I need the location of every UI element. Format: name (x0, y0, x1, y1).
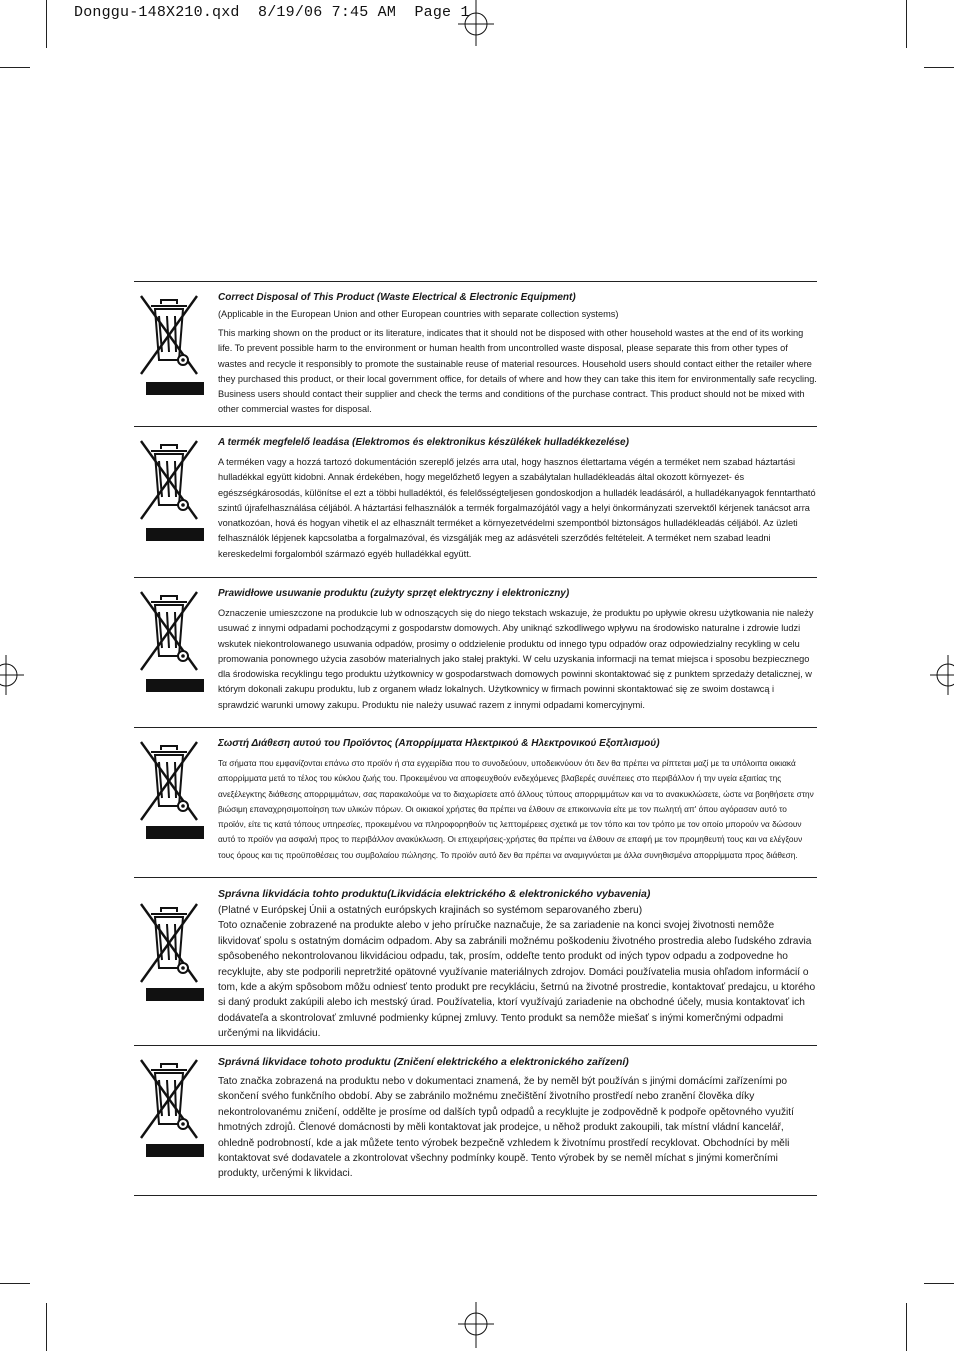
crop-mark (924, 1283, 954, 1284)
crop-mark (46, 0, 47, 48)
print-slug: Donggu-148X210.qxd 8/19/06 7:45 AM Page 1 (74, 4, 470, 21)
section-title: Σωστή Διάθεση αυτού του Προϊόντος (Απορρίμματα Ηλεκτρικού & Ηλεκτρονικού Εξοπλισμού) (218, 738, 660, 749)
section-subtitle: (Platné v Európskej Únii a ostatných európskych krajinách so systémom separovaného zberu) (218, 905, 643, 916)
section-english (134, 282, 817, 427)
section-body: This marking shown on the product or its literature, indicates that it should not be disposed with other household wastes at the end of its working life. To prevent possible harm to the environment or human health from uncontrolled waste disposal, please separate this from other types of wastes and recycle it responsibly to promote the sustainable reuse of material resources. Household users should contact either the retailer where they purchased this product, or their local government office, for details of where and how they can take this item for environmentally safe recycling. Business users should contact their supplier and check the terms and conditions of the purchase contract. This product should not be mixed with other commercial wastes for disposal. (218, 328, 817, 415)
crossed-out-wheeled-bin-icon (139, 439, 199, 539)
black-bar (146, 679, 204, 692)
section-polish (134, 578, 817, 728)
section-body: Oznaczenie umieszczone na produkcie lub w odnoszących się do niego tekstach wskazuje, że produktu po upływie okresu użytkowania nie należy usuwać z innymi odpadami pochodzącymi z gospodarstw domowych. Aby uniknąć szkodliwego wpływu na środowisko naturalne i zdrowie ludzi wskutek niekontrolowanego usuwania odpadów, prosimy o oddzielenie produktu od innego typu odpadów oraz odpowiedzialny recykling w celu promowania ponownego użycia zasobów materialnych jako stałej praktyki. W celu uzyskania informacji na temat miejsca i sposobu bezpiecznego dla środowiska recyklingu tego produktu użytkownicy w gospodarstwach domowych powinni skontaktować się z punktem sprzedaży detalicznej, w którym dokonali zakupu produktu, lub z organem władz lokalnych. Użytkownicy w firmach powinni skontaktować się ze swoim dostawcą i sprawdzić warunki umowy zakupu. Produktu nie należy usuwać razem z innymi odpadami komercyjnymi. (218, 608, 814, 710)
section-title: Správná likvidace tohoto produktu (Zničení elektrického a elektronického zařízení) (218, 1056, 629, 1068)
section-title: A termék megfelelő leadása (Elektromos és elektronikus készülékek hulladékkezelése) (218, 437, 629, 448)
black-bar (146, 528, 204, 541)
section-title: Prawidłowe usuwanie produktu (zużyty sprzęt elektryczny i elektroniczny) (218, 588, 570, 599)
crossed-out-wheeled-bin-icon (139, 740, 199, 840)
section-body: Toto označenie zobrazené na produkte alebo v jeho príručke naznačuje, že sa zariadenie na konci svojej životnosti nemôže likvidovať spolu s ostatným domácim odpadom. Aby sa zabránili možnému poškodeniu životného prostredia alebo ľudského zdravia spôsobeného nekontrolovanou likvidáciou odpadu, tak, prosím, oddeľte tento produkt od iných typov odpadu a zodpovedne ho recyklujte, aby ste podporili nepretržité opätovné využívanie materiálnych zdrojov. Domáci používatelia musia ohľadom informácií o tom, kde a akým spôsobom môžu odniesť tento produkt pre recykláciu, šetrnú na životné prostredie, kontaktovať predajcu, u ktorého si daný produkt zakúpili alebo ich mestský úrad. Používatelia, ktorí využívajú zariadenie na obchodné účely, musia kontaktovať ich dodávateľa a skontrolovať zmluvné podmienky kúpnej zmluvy. Tento produkt sa nemôže miešať s inými komerčnými odpadmi určenými na likvidáciu. (218, 920, 816, 1040)
crop-mark (46, 1303, 47, 1351)
black-bar (146, 382, 204, 395)
registration-mark-icon (458, 1302, 494, 1348)
crossed-out-wheeled-bin-icon (139, 590, 199, 690)
black-bar (146, 1144, 204, 1157)
crossed-out-wheeled-bin-icon (139, 294, 199, 394)
crossed-out-wheeled-bin-icon (139, 902, 199, 1002)
section-greek (134, 728, 817, 878)
section-subtitle: (Applicable in the European Union and other European countries with separate collection systems) (218, 309, 619, 319)
crop-mark (0, 1283, 30, 1284)
section-body: A terméken vagy a hozzá tartozó dokumentáción szereplő jelzés arra utal, hogy hasznos élettartama végén a terméket nem szabad háztartási hulladékkal együtt kidobni. Annak érdekében, hogy megelőzhető legyen a szabálytalan hulladékleadás által okozott környezet- és egészségkárosodás, különítse el ezt a többi hulladéktól, és felelősségteljesen gondoskodjon a hulladék leadásáról, a hulladékanyagok fenntartható szintű újrafelhasználása céljából. A háztartási felhasználók a termék forgalmazójától vagy a helyi önkormányzati szervektől kérjenek tanácsot arra vonatkozóan, hová és hogyan vihetik el az elhasznált terméket a környezetvédelmi szempontból biztonságos hulladékleadás céljából. Az üzleti felhasználók lépjenek kapcsolatba a forgalmazóval, és vizsgálják meg az adásvételi szerződés feltételeit. A terméket nem szabad leadni kereskedelmi forgalomból származó egyéb hulladékkal együtt. (218, 457, 816, 559)
crop-mark (0, 67, 30, 68)
section-title: Correct Disposal of This Product (Waste Electrical & Electronic Equipment) (218, 292, 576, 303)
weee-sections (134, 281, 817, 1196)
registration-mark-icon (924, 655, 954, 695)
registration-mark-icon (458, 0, 494, 46)
crop-mark (924, 67, 954, 68)
section-czech (134, 1046, 817, 1196)
crossed-out-wheeled-bin-icon (139, 1058, 199, 1158)
crop-mark (906, 1303, 907, 1351)
black-bar (146, 826, 204, 839)
section-title: Správna likvidácia tohto produktu(Likvidácia elektrického & elektronického vybavenia) (218, 888, 651, 900)
section-slovak (134, 878, 817, 1046)
crop-mark (906, 0, 907, 48)
section-hungarian (134, 427, 817, 578)
registration-mark-icon (0, 655, 30, 695)
section-body: Tato značka zobrazená na produktu nebo v dokumentaci znamená, že by neměl být používán s jinými domácími zařízeními po skončení svého funkčního období. Aby se zabránilo možnému znečištění životního prostředí nebo zranění člověka díky nekontrolovanému zničení, oddělte je prosíme od dalších typů odpadů a recyklujte je zodpovědně k podpoře opětovného využití hmotných zdrojů. Členové domácnosti by měli kontaktovat jak prodejce, u něhož produkt zakoupili, tak místní vládní kancelář, ohledně podrobností, kde a jak můžete tento výrobek bezpečně vzhledem k životnímu prostředí recyklovat. Obchodníci by měli kontaktovat své dodavatele a zkontrolovat všechny podmínky koupě. Tento výrobek by se neměl míchat s jinými komerčními produkty, určenými k likvidaci. (218, 1076, 794, 1180)
black-bar (146, 988, 204, 1001)
section-body: Τα σήματα που εμφανίζονται επάνω στο προϊόν ή στα εγχειρίδια που το συνοδεύουν, υποδεικνύουν ότι δεν θα πρέπει να ρίπτεται μαζί με τα υπόλοιπα οικιακά απορρίμματα μετά το τέλος του κύκλου ζωής του. Προκειμένου να αποφευχθούν ενδεχόμενες βλαβερές συνέπειες στο περιβάλλον ή την υγεία εξαιτίας της ανεξέλεγκτης διάθεσης απορριμμάτων, σας παρακαλούμε να το διαχωρίσετε από άλλους τύπους απορριμμάτων και να το ανακυκλώσετε, ώστε να βοηθήσετε στην βιώσιμη επαναχρησιμοποίηση των υλικών πόρων. Οι οικιακοί χρήστες θα πρέπει να έλθουν σε επικοινωνία είτε με τον πωλητή απ' όπου αγόρασαν αυτό το προϊόν, είτε τις κατά τόπους υπηρεσίες, προκειμένου να πληροφορηθούν τις λεπτομέρειες σχετικά με τον τόπο και τον τρόπο με τον οποίο μπορούν να δώσουν αυτό το προϊόν για ασφαλή προς το περιβάλλον ανακύκλωση. Οι επιχειρήσεις-χρήστες θα πρέπει να έλθουν σε επαφή με τον προμηθευτή τους και να ελέγξουν τους όρους και τις προϋποθέσεις του συμβολαίου πώλησης. Το προϊόν αυτό δεν θα πρέπει να αναμιγνύεται με άλλα συνηθισμένα απορρίμματα προς διάθεση. (218, 758, 814, 860)
